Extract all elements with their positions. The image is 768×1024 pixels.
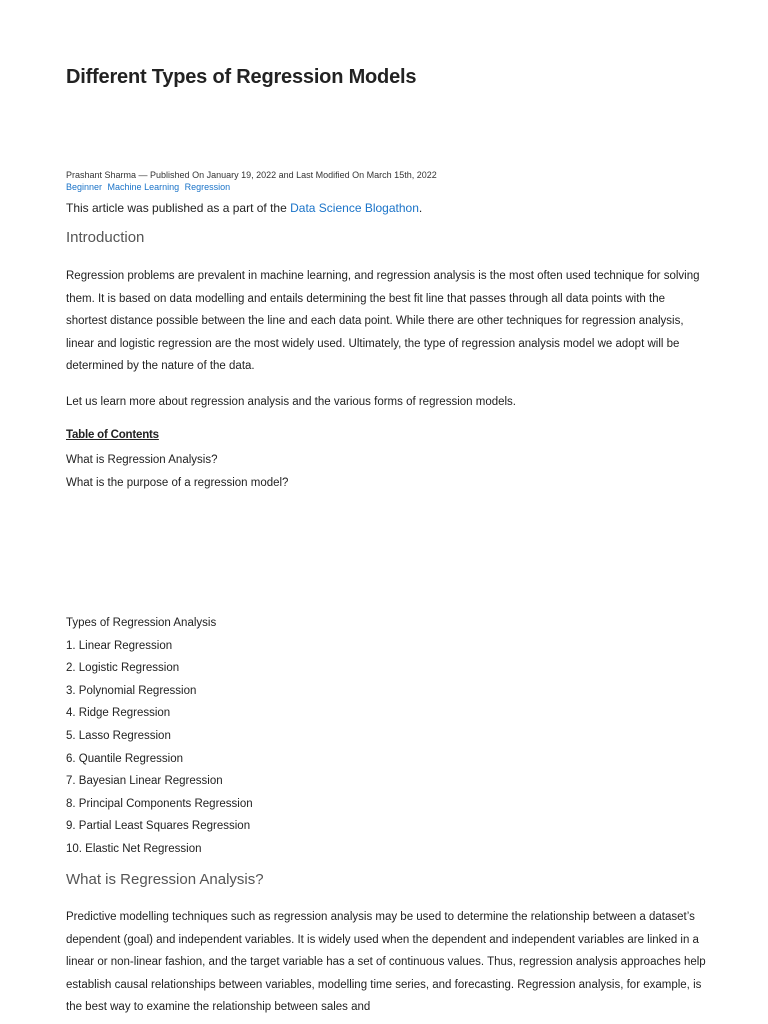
tag-beginner[interactable]: Beginner (66, 182, 103, 192)
list-item: 7. Bayesian Linear Regression (66, 775, 223, 788)
toc-item[interactable]: What is the purpose of a regression model? (66, 476, 289, 489)
list-item: 2. Logistic Regression (66, 662, 180, 675)
list-item: 10. Elastic Net Regression (66, 842, 202, 855)
intro-paragraph-2: Let us learn more about regression analysis and the various forms of regression models. (66, 396, 517, 408)
tag-machine-learning[interactable]: Machine Learning (107, 182, 180, 192)
list-item: 4. Ridge Regression (66, 707, 171, 720)
list-item: 6. Quantile Regression (66, 752, 183, 765)
article-title: Different Types of Regression Models (66, 66, 417, 88)
regression-types-list (66, 612, 253, 861)
intro-paragraph-1: Regression problems are prevalent in machine learning, and regression analysis is the most often used technique for solving them. It is based on data modelling and entails determining the best fit line that passes through all data points with the shortest distance possible between the line and each data point. While there are other techniques for regression analysis, linear and logistic regression are the most widely used. Ultimately, the type of regression analysis model we adopt will be determined by the nature of the data. (66, 270, 700, 373)
section-heading: What is Regression Analysis? (66, 871, 264, 888)
toc-list (66, 449, 288, 494)
article-meta (66, 169, 437, 193)
list-item: 3. Polynomial Regression (66, 684, 197, 697)
blogathon-prefix: This article was published as a part of the (66, 201, 291, 215)
tag-regression[interactable]: Regression (184, 182, 231, 192)
blogathon-link[interactable]: Data Science Blogathon (290, 201, 419, 215)
tag-list (66, 181, 437, 193)
list-item: 9. Partial Least Squares Regression (66, 820, 251, 833)
section-paragraph: Predictive modelling techniques such as regression analysis may be used to determine the relationship between a dataset’s dependent (goal) and independent variables. It is widely used when the dependent and independent variables are linked in a linear or non-linear fashion, and the target variable has a set of continuous values. Thus, regression analysis approaches help establish causal relationships between variables, modelling time series, and forecasting. Regression analysis, for example, is the best way to examine the relationship between sales and (66, 911, 706, 1014)
list-item: 1. Linear Regression (66, 639, 173, 652)
list-item: 8. Principal Components Regression (66, 797, 253, 810)
toc-item[interactable]: What is Regression Analysis? (66, 454, 218, 466)
list-item: 5. Lasso Regression (66, 729, 171, 742)
blogathon-suffix: . (418, 201, 423, 215)
blogathon-note (66, 200, 422, 216)
list-item: Types of Regression Analysis (66, 617, 217, 629)
author-date-line: Prashant Sharma — Published On January 19, 2022 and Last Modified On March 15th, 2022 (66, 170, 437, 180)
introduction-heading: Introduction (66, 229, 145, 246)
toc-title: Table of Contents (66, 429, 159, 441)
